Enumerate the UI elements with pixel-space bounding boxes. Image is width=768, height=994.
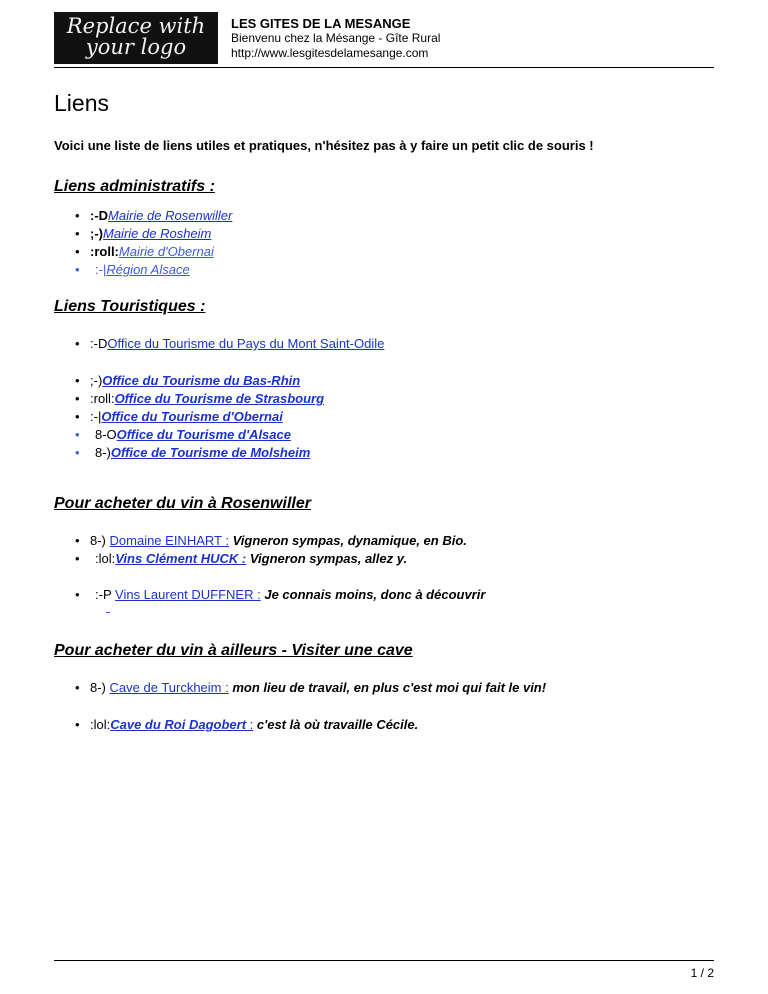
- smiley-text: 8-): [90, 680, 106, 695]
- link-office-alsace[interactable]: Office du Tourisme d'Alsace: [116, 427, 291, 442]
- list-item: [90, 586, 485, 604]
- list-item: [90, 408, 324, 426]
- smiley-text: :lol:: [90, 717, 111, 732]
- intro-text: Voici une liste de liens utiles et pratiques, n'hésitez pas à y faire un petit clic de souris !: [54, 138, 594, 153]
- smiley-text: ;-): [90, 373, 103, 388]
- footer-divider: [54, 960, 714, 961]
- smiley-text: :-D: [90, 336, 108, 351]
- link-note: Vigneron sympas, dynamique, en Bio.: [232, 533, 467, 548]
- smiley-text: :roll:: [90, 244, 119, 259]
- section-title-admin: Liens administratifs :: [54, 178, 215, 195]
- smiley-text: :-|: [90, 409, 102, 424]
- link-note: Vigneron sympas, allez y.: [249, 551, 408, 566]
- header-divider: [54, 67, 714, 68]
- smiley-text: ;-): [90, 226, 103, 241]
- site-name: LES GITES DE LA MESANGE: [231, 16, 411, 31]
- link-office-obernai[interactable]: Office du Tourisme d'Obernai: [101, 409, 283, 424]
- smiley-text: :-D: [90, 208, 109, 223]
- smiley-text: 8-): [95, 445, 111, 460]
- logo-line-2: your logo: [85, 35, 187, 59]
- smiley-text: :lol:: [95, 551, 116, 566]
- page-title: Liens: [54, 90, 109, 116]
- link-office-molsheim[interactable]: Office de Tourisme de Molsheim: [110, 445, 311, 460]
- vin-ailleurs-list-2: [90, 716, 418, 734]
- smiley-text: :-|: [95, 262, 107, 277]
- smiley-text: 8-): [90, 533, 106, 548]
- logo: [54, 12, 218, 64]
- tourisme-first-list: [90, 335, 384, 353]
- list-item: [90, 532, 467, 550]
- link-region-alsace[interactable]: Région Alsace: [106, 262, 190, 277]
- section-title-vin-ailleurs: Pour acheter du vin à ailleurs - Visiter une cave: [54, 642, 413, 659]
- link-vins-clement-huck[interactable]: Vins Clément HUCK :: [115, 551, 247, 566]
- site-url[interactable]: http://www.lesgitesdelamesange.com: [231, 46, 429, 60]
- smiley-text: :roll:: [90, 391, 115, 406]
- list-item: [90, 550, 467, 568]
- list-item: [90, 426, 324, 444]
- list-item: [90, 372, 324, 390]
- tourisme-links-list: [90, 372, 324, 462]
- section-title-tourisme: Liens Touristiques :: [54, 298, 206, 315]
- admin-links-list: [90, 207, 232, 279]
- section-title-vin-rosenwiller: Pour acheter du vin à Rosenwiller: [54, 495, 311, 512]
- list-item: [90, 716, 418, 734]
- list-item: [90, 225, 232, 243]
- list-item: [90, 261, 232, 279]
- link-cave-roi-dagobert[interactable]: Cave du Roi Dagobert: [110, 717, 247, 732]
- link-domaine-einhart[interactable]: Domaine EINHART :: [109, 533, 229, 548]
- link-office-strasbourg[interactable]: Office du Tourisme de Strasbourg: [114, 391, 325, 406]
- link-office-mont-saint-odile[interactable]: Office du Tourisme du Pays du Mont Saint-Odile: [107, 336, 385, 351]
- logo-line-1: Replace with: [66, 14, 206, 38]
- link-office-bas-rhin[interactable]: Office du Tourisme du Bas-Rhin: [102, 373, 301, 388]
- list-item: [90, 679, 546, 697]
- site-info: [231, 16, 440, 61]
- list-item: [90, 243, 232, 261]
- vin-rosenwiller-list: [90, 532, 467, 568]
- link-mairie-obernai[interactable]: Mairie d'Obernai: [118, 244, 214, 259]
- link-mairie-rosenwiller[interactable]: Mairie de Rosenwiller: [108, 208, 233, 223]
- link-cave-roi-dagobert-suffix[interactable]: :: [246, 717, 254, 732]
- link-note: c'est là où travaille Cécile.: [256, 717, 419, 732]
- list-item: [90, 335, 384, 353]
- site-tagline: Bienvenu chez la Mésange - Gîte Rural: [231, 31, 441, 45]
- link-vins-laurent-duffner[interactable]: Vins Laurent DUFFNER :: [115, 587, 261, 602]
- link-note: mon lieu de travail, en plus c'est moi qui fait le vin!: [232, 680, 547, 695]
- page-number: 1 / 2: [690, 966, 714, 980]
- link-note: Je connais moins, donc à découvrir: [264, 587, 486, 602]
- vin-ailleurs-list: [90, 679, 546, 697]
- list-item: [90, 207, 232, 225]
- smiley-text: :-P: [95, 587, 112, 602]
- smiley-text: 8-O: [95, 427, 117, 442]
- link-mairie-rosheim[interactable]: Mairie de Rosheim: [103, 226, 212, 241]
- empty-link-underline: [106, 612, 110, 613]
- list-item: [90, 390, 324, 408]
- link-cave-turckheim[interactable]: Cave de Turckheim :: [109, 680, 229, 695]
- vin-rosenwiller-list-2: [90, 586, 485, 604]
- list-item: [90, 444, 324, 462]
